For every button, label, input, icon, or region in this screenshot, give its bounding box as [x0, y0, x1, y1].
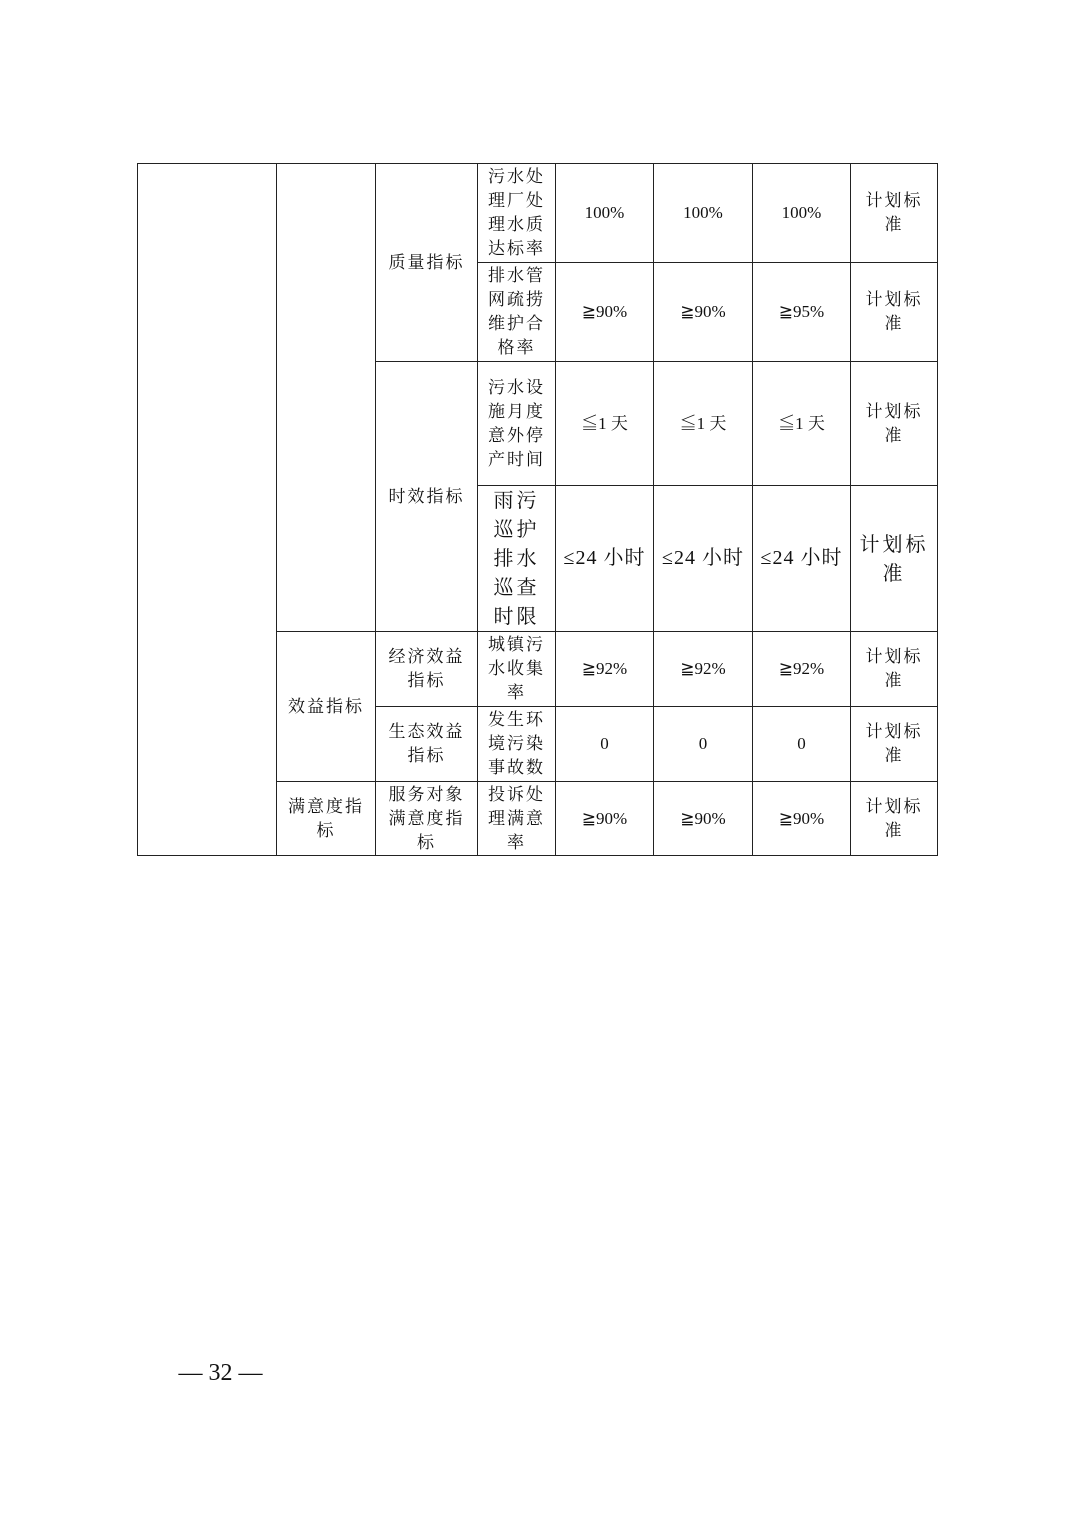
indicator-cell: 污水设施月度意外停产时间	[478, 362, 556, 486]
basis-cell: 计划标准	[851, 486, 938, 632]
value-cell: ≧92%	[654, 632, 753, 707]
value-cell: 100%	[753, 164, 851, 263]
value-cell: ≧90%	[556, 782, 654, 856]
table-row	[138, 164, 938, 263]
value-cell: 0	[654, 707, 753, 782]
value-cell: ≧92%	[753, 632, 851, 707]
level2-cell-empty	[277, 164, 376, 632]
value-cell: ≧90%	[654, 263, 753, 362]
value-cell: ≧90%	[753, 782, 851, 856]
value-cell: ≦1 天	[556, 362, 654, 486]
level3-cell: 时效指标	[376, 362, 478, 632]
basis-cell: 计划标准	[851, 164, 938, 263]
value-cell: ≧90%	[556, 263, 654, 362]
value-cell: 0	[753, 707, 851, 782]
indicator-cell: 发生环境污染事故数	[478, 707, 556, 782]
value-cell: 100%	[654, 164, 753, 263]
indicator-cell: 污水处理厂处理水质达标率	[478, 164, 556, 263]
value-cell: ≦1 天	[753, 362, 851, 486]
level3-cell: 经济效益指标	[376, 632, 478, 707]
basis-cell: 计划标准	[851, 782, 938, 856]
basis-cell: 计划标准	[851, 632, 938, 707]
page-number: — 32 —	[178, 1360, 263, 1386]
basis-cell: 计划标准	[851, 362, 938, 486]
basis-cell: 计划标准	[851, 263, 938, 362]
level3-cell: 服务对象满意度指标	[376, 782, 478, 856]
value-cell: ≤24 小时	[654, 486, 753, 632]
value-cell: ≤24 小时	[556, 486, 654, 632]
indicator-cell: 投诉处理满意率	[478, 782, 556, 856]
level1-cell-empty	[138, 164, 277, 856]
performance-indicator-table	[137, 163, 938, 856]
value-cell: ≧95%	[753, 263, 851, 362]
level3-cell: 质量指标	[376, 164, 478, 362]
indicator-cell: 城镇污水收集率	[478, 632, 556, 707]
value-cell: ≧90%	[654, 782, 753, 856]
value-cell: 100%	[556, 164, 654, 263]
indicator-cell: 排水管网疏捞维护合格率	[478, 263, 556, 362]
value-cell: ≧92%	[556, 632, 654, 707]
level3-cell: 生态效益指标	[376, 707, 478, 782]
level2-cell: 效益指标	[277, 632, 376, 782]
value-cell: 0	[556, 707, 654, 782]
level2-cell: 满意度指标	[277, 782, 376, 856]
value-cell: ≤24 小时	[753, 486, 851, 632]
value-cell: ≦1 天	[654, 362, 753, 486]
indicator-cell: 雨污巡护排水巡查时限	[478, 486, 556, 632]
basis-cell: 计划标准	[851, 707, 938, 782]
